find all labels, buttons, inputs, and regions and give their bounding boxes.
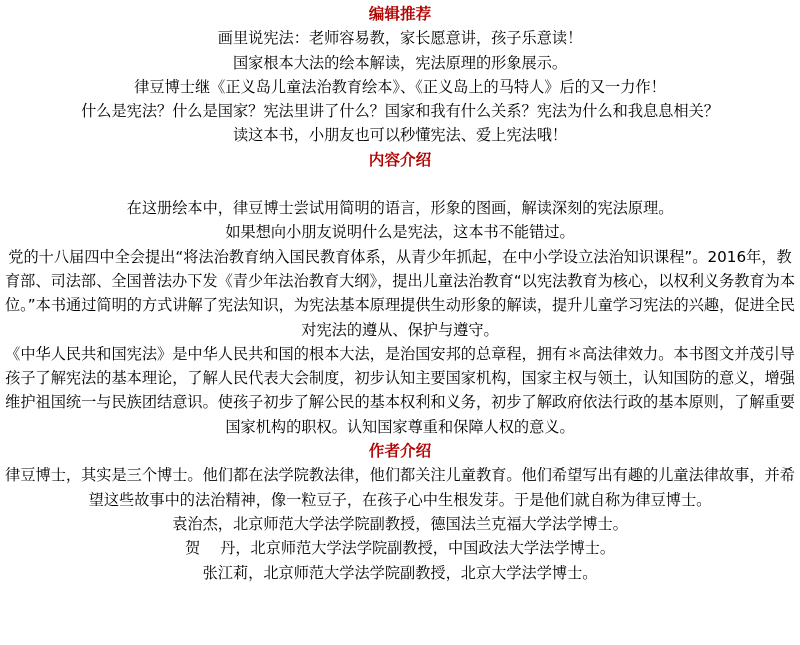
editor-recommendation-title: 编辑推荐 (368, 5, 432, 23)
author-line: 张江莉，北京师范大学法学院副教授，北京大学法学博士。 (202, 563, 598, 582)
recommendation-line: 国家根本大法的绘本解读，宪法原理的形象展示。 (232, 53, 568, 72)
author-intro-title: 作者介绍 (368, 442, 432, 461)
editor-recommendation-section (4, 2, 796, 148)
content-intro-line: 如果想向小朋友说明什么是宪法，这本书不能错过。 (225, 223, 575, 242)
author-line: 贺 丹，北京师范大学法学院副教授，中国政法大学法学博士。 (184, 539, 616, 558)
author-line: 袁治杰，北京师范大学法学院副教授，德国法兰克福大学法学博士。 (172, 514, 628, 533)
content-intro-line: 在这册绘本中，律豆博士尝试用简明的语言，形象的图画，解读深刻的宪法原理。 (126, 199, 674, 218)
author-intro-section (4, 439, 796, 585)
author-intro-paragraph: 律豆博士，其实是三个博士。他们都在法学院教法律，他们都关注儿童教育。他们希望写出有趣的儿童法律故事，并希望这些故事中的法治精神，像一粒豆子，在孩子心中生根发芽。于是他们就自称为律豆博士。 (5, 466, 795, 509)
recommendation-line: 画里说宪法：老师容易教，家长愿意讲，孩子乐意读！ (217, 29, 583, 48)
recommendation-line: 读这本书，小朋友也可以秒懂宪法、爱上宪法哦！ (232, 126, 568, 145)
recommendation-line: 律豆博士继《正义岛儿童法治教育绘本》、《正义岛上的马特人》后的又一力作！ (134, 77, 666, 96)
content-intro-paragraph: 《中华人民共和国宪法》是中华人民共和国的根本大法，是治国安邦的总章程，拥有＊高法律效力。本书图文并茂引导孩子了解宪法的基本理论，了解人民代表大会制度，初步认知主要国家机构，国家主权与领土，认知国防的意义，增强维护祖国统一与民族团结意识。使孩子初步了解公民的基本权利和义务，初步了解政府依法行政的基本原则，了解重要国家机构的职权。认知国家尊重和保障人权的意义。 (5, 344, 795, 436)
content-intro-paragraph: 党的十八届四中全会提出“将法治教育纳入国民教育体系，从青少年抓起，在中小学设立法治知识课程”。2016年，教育部、司法部、全国普法办下发《青少年法治教育大纲》，提出儿童法治教育“以宪法教育为核心，以权利义务教育为本位。”本书通过简明的方式讲解了宪法知识，为宪法基本原理提供生动形象的解读，提升儿童学习宪法的兴趣，促进全民对宪法的遵从、保护与遵守。 (4, 247, 796, 339)
recommendation-line: 什么是宪法？什么是国家？宪法里讲了什么？国家和我有什么关系？宪法为什么和我息息相关？ (81, 102, 719, 121)
content-intro-section (4, 148, 796, 439)
content-intro-title: 内容介绍 (368, 150, 432, 169)
